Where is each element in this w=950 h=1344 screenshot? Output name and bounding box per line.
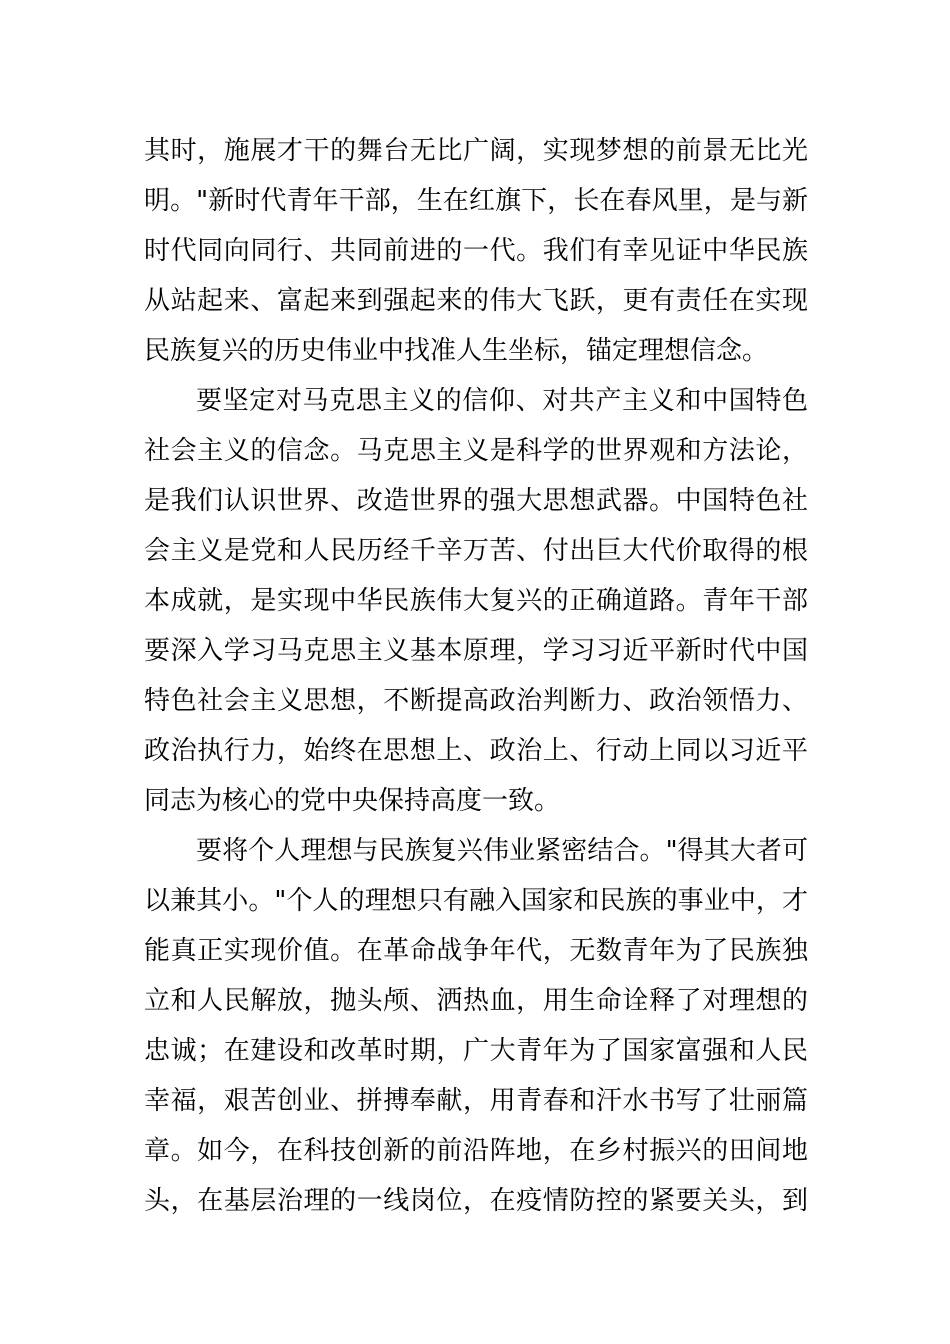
document-body	[144, 126, 808, 1226]
text-line: 头，在基层治理的一线岗位，在疫情防控的紧要关头，到	[144, 1186, 808, 1216]
text-line: 本成就，是实现中华民族伟大复兴的正确道路。青年干部	[144, 586, 808, 616]
paragraph-3	[144, 826, 808, 1226]
text-line: 明。"新时代青年干部，生在红旗下，长在春风里，是与新	[144, 186, 808, 216]
text-line: 要将个人理想与民族复兴伟业紧密结合。"得其大者可	[196, 836, 808, 866]
text-line: 以兼其小。"个人的理想只有融入国家和民族的事业中，才	[144, 886, 808, 916]
paragraph-1	[144, 126, 808, 376]
text-line: 要深入学习马克思主义基本原理，学习习近平新时代中国	[144, 636, 808, 666]
text-line: 章。如今，在科技创新的前沿阵地，在乡村振兴的田间地	[144, 1136, 808, 1166]
text-line: 是我们认识世界、改造世界的强大思想武器。中国特色社	[144, 486, 808, 516]
text-line: 民族复兴的历史伟业中找准人生坐标，锚定理想信念。	[144, 336, 769, 366]
text-line: 能真正实现价值。在革命战争年代，无数青年为了民族独	[144, 936, 808, 966]
text-line: 立和人民解放，抛头颅、洒热血，用生命诠释了对理想的	[144, 986, 808, 1016]
text-line: 时代同向同行、共同前进的一代。我们有幸见证中华民族	[144, 236, 808, 266]
text-line: 要坚定对马克思主义的信仰、对共产主义和中国特色	[196, 386, 808, 416]
text-line: 其时，施展才干的舞台无比广阔，实现梦想的前景无比光	[144, 136, 808, 166]
text-line: 特色社会主义思想，不断提高政治判断力、政治领悟力、	[144, 686, 808, 716]
text-line: 同志为核心的党中央保持高度一致。	[144, 786, 561, 816]
text-line: 幸福，艰苦创业、拼搏奉献，用青春和汗水书写了壮丽篇	[144, 1086, 808, 1116]
text-line: 从站起来、富起来到强起来的伟大飞跃，更有责任在实现	[144, 286, 808, 316]
text-line: 社会主义的信念。马克思主义是科学的世界观和方法论，	[144, 436, 808, 466]
text-line: 忠诚；在建设和改革时期，广大青年为了国家富强和人民	[144, 1036, 808, 1066]
paragraph-2	[144, 376, 808, 826]
text-line: 会主义是党和人民历经千辛万苦、付出巨大代价取得的根	[144, 536, 808, 566]
text-line: 政治执行力，始终在思想上、政治上、行动上同以习近平	[144, 736, 808, 766]
